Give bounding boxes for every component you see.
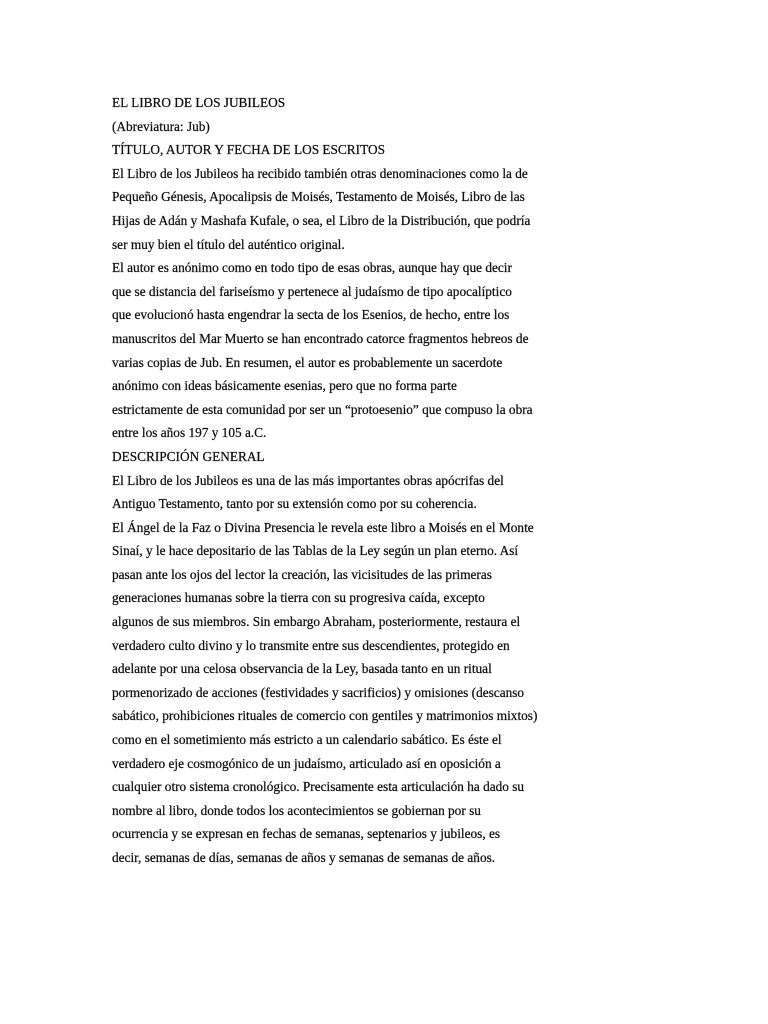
text-line: nombre al libro, donde todos los acontecimientos se gobiernan por su	[112, 802, 481, 818]
text-line: cualquier otro sistema cronológico. Precisamente esta articulación ha dado su	[112, 779, 525, 795]
text-line: que se distancia del fariseísmo y pertenece al judaísmo de tipo apocalíptico	[112, 283, 512, 299]
text-line: pormenorizado de acciones (festividades y sacrificios) y omisiones (descanso	[112, 684, 525, 700]
text-line: verdadero culto divino y lo transmite entre sus descendientes, protegido en	[112, 637, 510, 653]
text-line: generaciones humanas sobre la tierra con su progresiva caída, excepto	[112, 590, 485, 606]
text-line: anónimo con ideas básicamente esenias, pero que no forma parte	[112, 378, 457, 394]
text-line: El Libro de los Jubileos es una de las más importantes obras apócrifas del	[112, 472, 504, 488]
text-line: adelante por una celosa observancia de la Ley, basada tanto en un ritual	[112, 661, 492, 677]
text-line: que evolucionó hasta engendrar la secta de los Esenios, de hecho, entre los	[112, 307, 510, 323]
section-heading-general-description: DESCRIPCIÓN GENERAL	[112, 448, 265, 464]
text-line: estrictamente de esta comunidad por ser un “protoesenio” que compuso la obra	[112, 401, 533, 417]
document-page	[112, 91, 712, 870]
text-line: manuscritos del Mar Muerto se han encontrado catorce fragmentos hebreos de	[112, 330, 529, 346]
text-line: entre los años 197 y 105 a.C.	[112, 425, 267, 441]
text-line: Sinaí, y le hace depositario de las Tablas de la Ley según un plan eterno. Así	[112, 543, 519, 559]
text-line: Hijas de Adán y Mashafa Kufale, o sea, el Libro de la Distribución, que podría	[112, 212, 531, 228]
text-line: El Ángel de la Faz o Divina Presencia le revela este libro a Moisés en el Monte	[112, 519, 534, 535]
document-title: EL LIBRO DE LOS JUBILEOS	[112, 95, 286, 110]
abbreviation-line: (Abreviatura: Jub)	[112, 118, 210, 134]
text-line: Pequeño Génesis, Apocalipsis de Moisés, Testamento de Moisés, Libro de las	[112, 189, 525, 205]
text-line: decir, semanas de días, semanas de años y semanas de semanas de años.	[112, 850, 496, 865]
text-line: El Libro de los Jubileos ha recibido también otras denominaciones como la de	[112, 165, 528, 181]
text-line: Antiguo Testamento, tanto por su extensión como por su coherencia.	[112, 496, 477, 512]
text-line: ser muy bien el título del auténtico original.	[112, 236, 345, 252]
text-line: ocurrencia y se expresan en fechas de semanas, septenarios y jubileos, es	[112, 826, 501, 842]
text-line: El autor es anónimo como en todo tipo de esas obras, aunque hay que decir	[112, 260, 512, 276]
text-line: pasan ante los ojos del lector la creación, las vicisitudes de las primeras	[112, 566, 492, 582]
text-line: sabático, prohibiciones rituales de comercio con gentiles y matrimonios mixtos)	[112, 708, 538, 724]
text-line: algunos de sus miembros. Sin embargo Abraham, posteriormente, restaura el	[112, 614, 521, 630]
text-line: como en el sometimiento más estricto a un calendario sabático. Es éste el	[112, 732, 502, 748]
text-line: varias copias de Jub. En resumen, el autor es probablemente un sacerdote	[112, 354, 503, 370]
text-line: verdadero eje cosmogónico de un judaísmo, articulado así en oposición a	[112, 755, 501, 771]
section-heading-title-author-date: TÍTULO, AUTOR Y FECHA DE LOS ESCRITOS	[112, 142, 385, 158]
